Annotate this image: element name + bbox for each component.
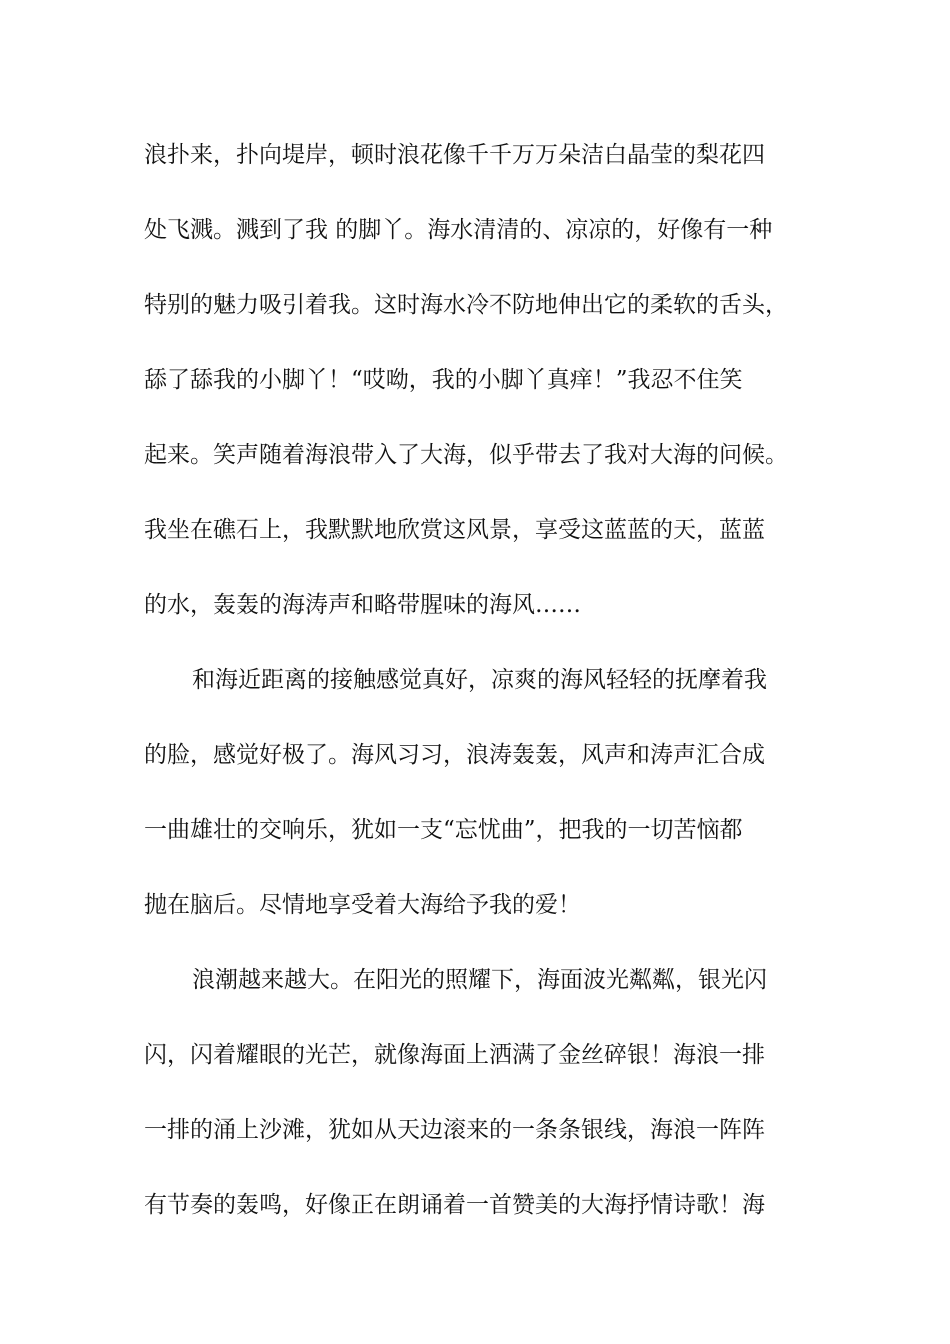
text-line: 的脸，感觉好极了。海风习习，浪涛轰轰，风声和涛声汇合成	[144, 742, 765, 768]
text-line: 浪扑来，扑向堤岸，顿时浪花像千千万万朵洁白晶莹的梨花四	[144, 142, 765, 168]
text-line: 闪，闪着耀眼的光芒，就像海面上洒满了金丝碎银！海浪一排	[144, 1042, 765, 1068]
paragraph-first-line: 和海近距离的接触感觉真好，凉爽的海风轻轻的抚摩着我	[192, 667, 767, 693]
text-line: 一排的涌上沙滩，犹如从天边滚来的一条条银线，海浪一阵阵	[144, 1117, 765, 1143]
text-line: 抛在脑后。尽情地享受着大海给予我的爱！	[144, 892, 581, 918]
text-line: 有节奏的轰鸣，好像正在朗诵着一首赞美的大海抒情诗歌！海	[144, 1192, 765, 1218]
document-body	[144, 126, 844, 1251]
text-line: 的水，轰轰的海涛声和略带腥味的海风……	[144, 592, 581, 618]
paragraph-first-line: 浪潮越来越大。在阳光的照耀下，海面波光粼粼，银光闪	[192, 967, 767, 993]
text-line: 我坐在礁石上，我默默地欣赏这风景，享受这蓝蓝的天，蓝蓝	[144, 517, 765, 543]
text-line: 起来。笑声随着海浪带入了大海，似乎带去了我对大海的问候。	[144, 442, 788, 468]
text-line: 特别的魅力吸引着我。这时海水冷不防地伸出它的柔软的舌头，	[144, 292, 788, 318]
text-line: 处飞溅。溅到了我 的脚丫。海水清清的、凉凉的，好像有一种	[144, 217, 773, 243]
text-line: 舔了舔我的小脚丫！“哎呦，我的小脚丫真痒！”我忍不住笑	[144, 367, 743, 393]
text-line: 一曲雄壮的交响乐，犹如一支“忘忧曲”，把我的一切苦恼都	[144, 817, 743, 843]
